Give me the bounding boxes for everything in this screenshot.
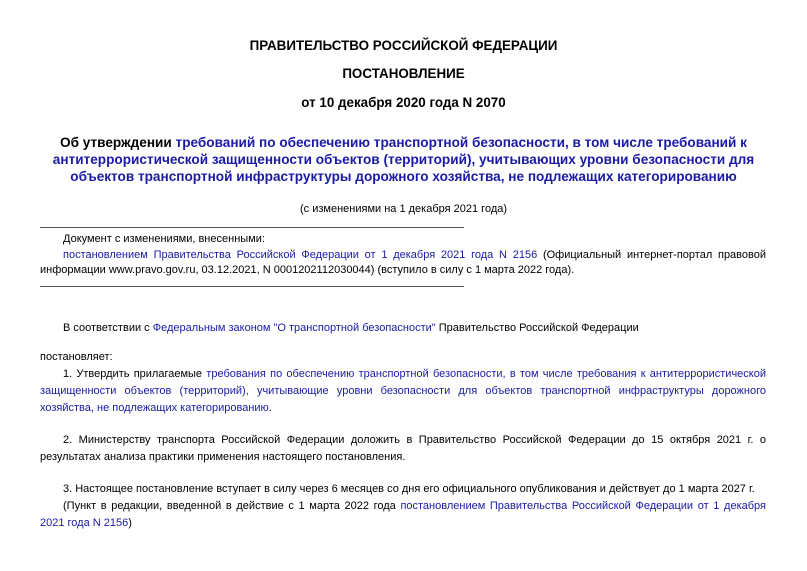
item-2: 2. Министерству транспорта Российской Федерации доложить в Правительство Российской Федерации до 15 октября 2021 г. о результатах анализа практики применения настоящего постановления. — [40, 434, 766, 463]
item-3-note-suffix: ) — [128, 517, 132, 529]
decree-word: постановляет: — [40, 351, 113, 363]
changes-block — [40, 232, 766, 279]
item-1-prefix: 1. Утвердить прилагаемые — [63, 368, 207, 380]
divider-bottom — [40, 286, 464, 287]
item-1-suffix: . — [268, 402, 272, 414]
decree-items — [40, 366, 766, 532]
changes-link[interactable]: постановлением Правительства Российской Федерации от 1 декабря 2021 года N 2156 — [63, 248, 538, 261]
item-1-link[interactable]: требования по обеспечению транспортной безопасности, в том числе требования к антитеррористической защищенности объектов (территорий), учитывающие уровни безопасности для объектов транспортной инфраструктуры дорожного хозяйства, не подлежащих категорированию — [40, 368, 766, 414]
title-link[interactable]: требований по обеспечению транспортной безопасности, в том числе требований к антитеррористической защищенности объектов (территорий), учитывающих уровни безопасности для объектов транспортной инфраструктуры дорожного хозяйства, не подлежащих категорированию — [52, 135, 755, 184]
title-prefix: Об утверждении — [60, 135, 176, 150]
changes-intro: Документ с изменениями, внесенными: — [63, 233, 265, 245]
item-3-note-prefix: (Пункт в редакции, введенной в действие с 1 марта 2022 года — [63, 500, 401, 512]
doc-type-heading: ПОСТАНОВЛЕНИЕ — [342, 66, 465, 81]
changes-text — [40, 248, 766, 279]
document-title — [50, 134, 757, 185]
changes-rest: (Официальный интернет-портал правовой информации www.pravo.gov.ru, 03.12.2021, N 0001202112030044) (вступило в силу с 1 марта 2022 года). — [40, 248, 766, 276]
item-3-note-link[interactable]: постановлением Правительства Российской Федерации от 1 декабря 2021 года N 2156 — [40, 500, 766, 529]
changes-note: (с изменениями на 1 декабря 2021 года) — [299, 203, 508, 215]
item-3: 3. Настоящее постановление вступает в силу через 6 месяцев со дня его официального опубликования и действует до 1 марта 2027 г. — [63, 483, 755, 495]
preamble — [40, 322, 766, 334]
government-heading: ПРАВИТЕЛЬСТВО РОССИЙСКОЙ ФЕДЕРАЦИИ — [249, 38, 558, 53]
date-number-heading: от 10 декабря 2020 года N 2070 — [301, 95, 506, 110]
item-3-note — [40, 498, 766, 532]
preamble-link[interactable]: Федеральным законом "О транспортной безопасности" — [152, 322, 436, 334]
item-1 — [40, 366, 766, 417]
divider-top — [40, 227, 464, 228]
preamble-suffix: Правительство Российской Федерации — [435, 322, 639, 334]
preamble-prefix: В соответствии с — [63, 322, 153, 334]
